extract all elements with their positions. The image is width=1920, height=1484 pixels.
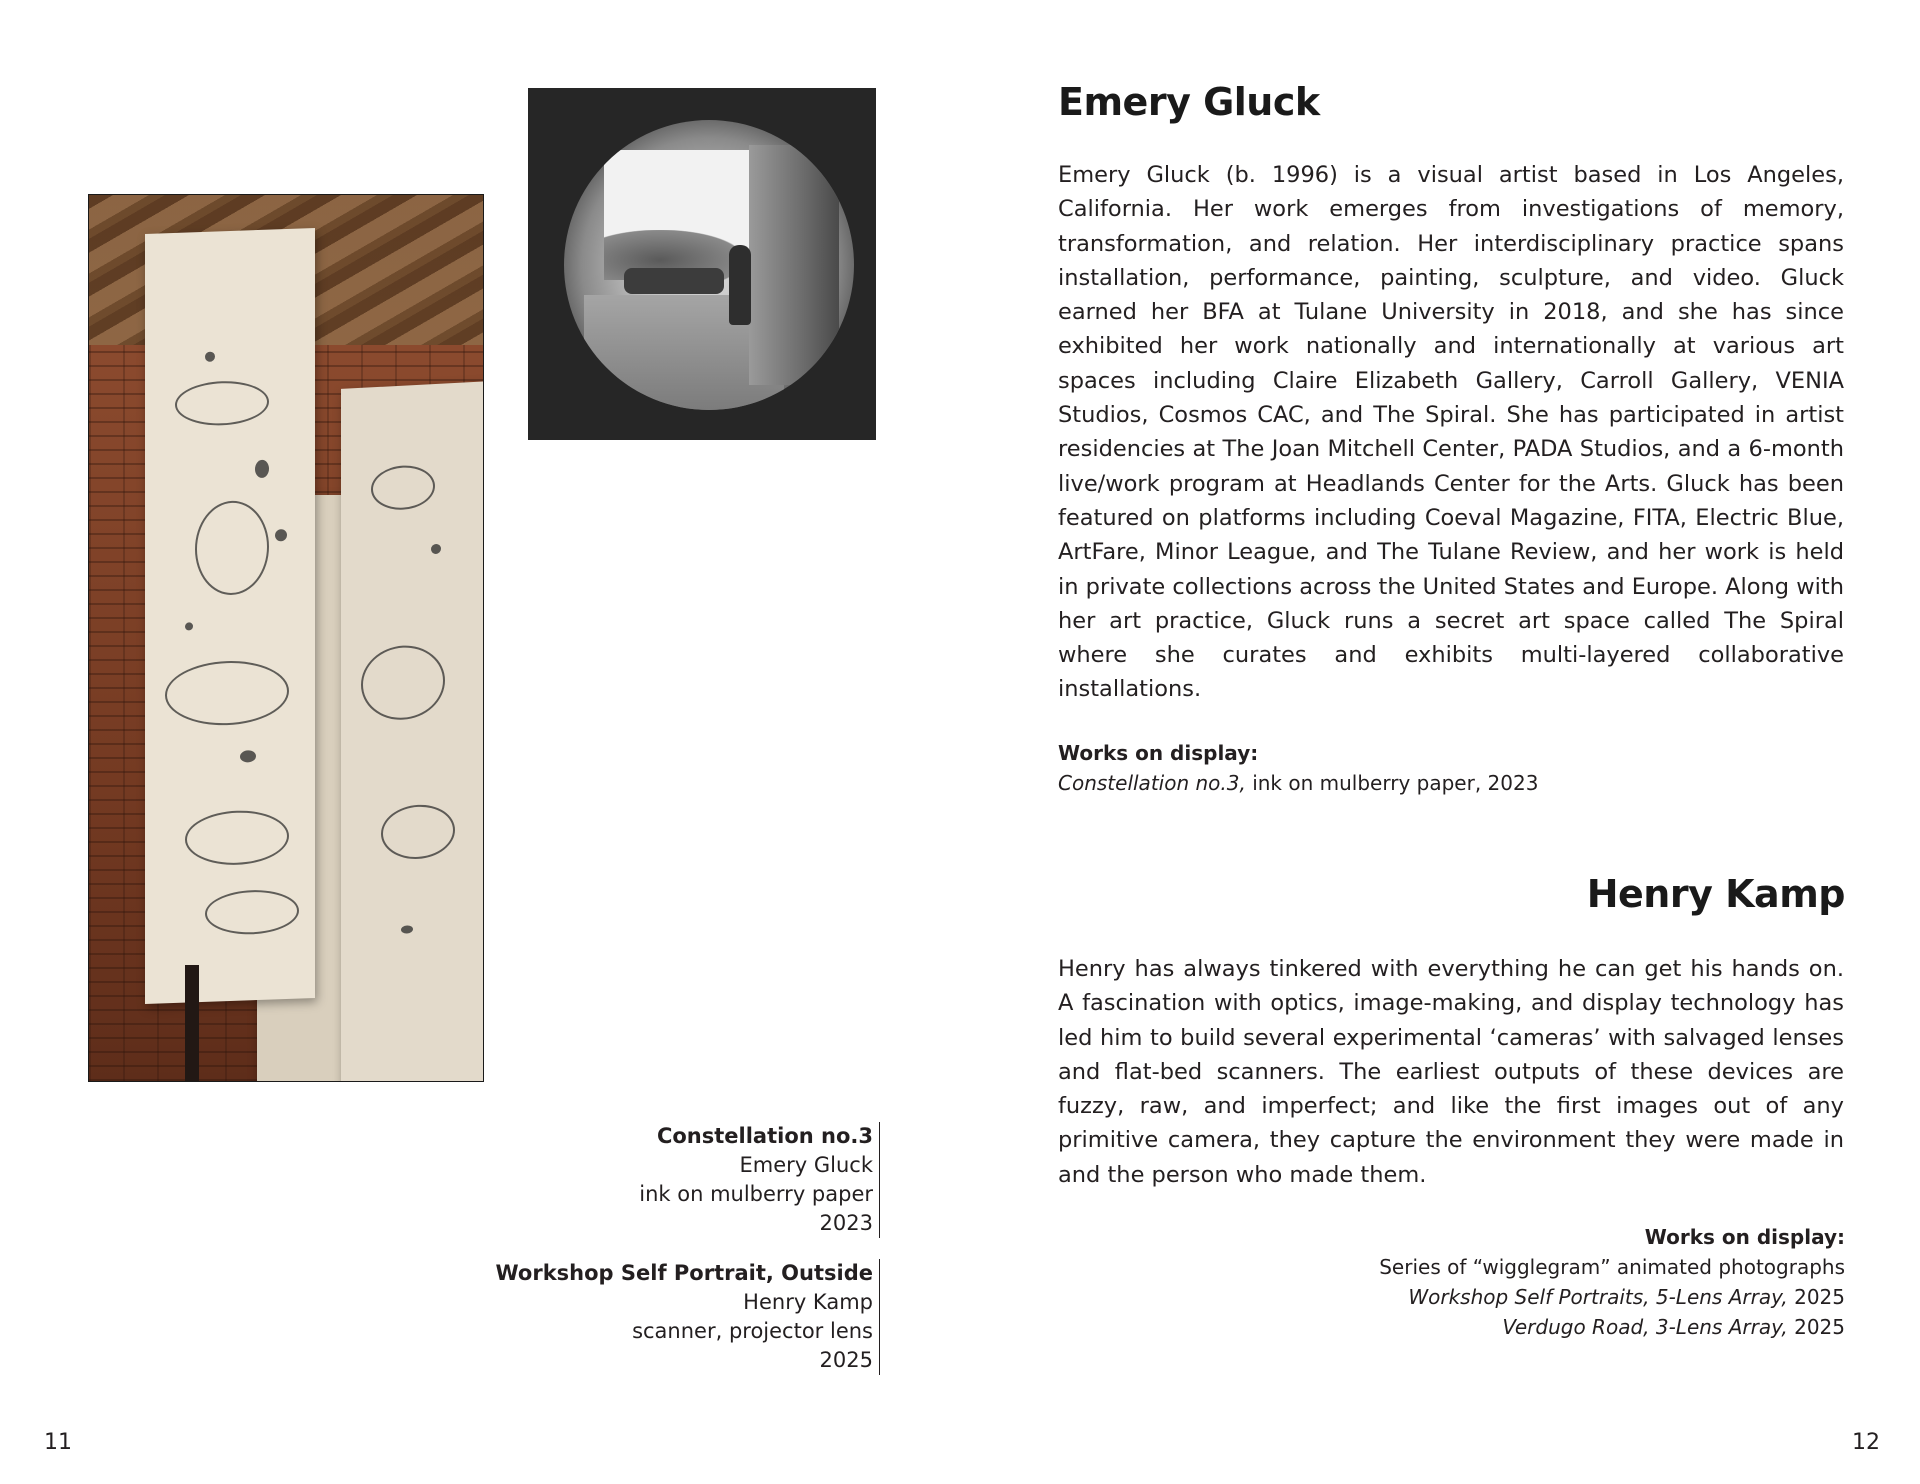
caption-artist: Henry Kamp	[743, 1290, 873, 1314]
caption-title: Constellation no.3	[656, 1124, 873, 1148]
artist-name-henry: Henry Kamp	[1586, 872, 1845, 916]
work-year: 2025	[1787, 1315, 1845, 1339]
works-heading: Works on display:	[1644, 1225, 1845, 1249]
work-year: 2025	[1787, 1285, 1845, 1309]
page-number-left: 11	[44, 1430, 72, 1455]
lens-vignette	[564, 120, 854, 410]
caption-year: 2025	[819, 1348, 873, 1372]
self-portrait-figure	[729, 245, 751, 325]
constellation-photo	[88, 194, 484, 1082]
caption-title: Workshop Self Portrait, Outside	[495, 1261, 873, 1285]
caption-medium: ink on mulberry paper	[639, 1182, 873, 1206]
work-entry	[1379, 1282, 1845, 1312]
artist-bio-emery: Emery Gluck (b. 1996) is a visual artist based in Los Angeles, California. Her work emerges from investigations of memory, transformation, and relation. Her interdisciplinary practice spans installation, performance, painting, sculpture, and video. Gluck earned her BFA at Tulane University in 2018, and she has since exhibited her work nationally and internationally at various art spaces including Claire Elizabeth Gallery, Carroll Gallery, VENIA Studios, Cosmos CAC, and The Spiral. She has participated in artist residencies at The Joan Mitchell Center, PADA Studios, and a 6-month live/work program at Headlands Center for the Arts. Gluck has been featured on platforms including Coeval Magazine, FITA, Electric Blue, ArtFare, Minor League, and The Tulane Review, and her work is held in private collections across the United States and Europe. Along with her art practice, Gluck runs a secret art space called The Spiral where she curates and exhibits multi-layered collaborative installations.	[1058, 162, 1844, 703]
support-pole	[185, 965, 199, 1081]
works-on-display-henry	[1379, 1222, 1845, 1342]
caption-medium: scanner, projector lens	[632, 1319, 873, 1343]
work-entry	[1058, 768, 1538, 798]
work-details: ink on mulberry paper, 2023	[1245, 771, 1539, 795]
caption-constellation	[639, 1122, 880, 1238]
work-title: Constellation no.3,	[1058, 771, 1246, 795]
workshop-lens-photo	[528, 88, 876, 440]
caption-workshop-portrait	[496, 1259, 880, 1375]
artist-bio-henry: Henry has always tinkered with everything he can get his hands on. A fascination with optics, image-making, and display technology has led him to build several experimental ‘cameras’ with salvaged lenses and flat-bed scanners. The earliest outputs of these devices are fuzzy, raw, and imperfect; and like the first images out of any primitive camera, they capture the environment they were made in and the person who made them.	[1058, 956, 1844, 1188]
work-entry	[1379, 1312, 1845, 1342]
page-number-right: 12	[1852, 1430, 1880, 1455]
paper-scroll-front	[145, 228, 315, 1004]
caption-artist: Emery Gluck	[739, 1153, 873, 1177]
works-intro: Series of “wigglegram” animated photographs	[1379, 1255, 1845, 1279]
works-on-display-emery	[1058, 738, 1538, 798]
work-title: Workshop Self Portraits, 5-Lens Array,	[1408, 1285, 1788, 1309]
paper-scroll-right	[341, 381, 484, 1082]
work-title: Verdugo Road, 3-Lens Array,	[1502, 1315, 1788, 1339]
artist-name-emery: Emery Gluck	[1058, 80, 1320, 124]
caption-year: 2023	[819, 1211, 873, 1235]
works-heading: Works on display:	[1058, 741, 1259, 765]
